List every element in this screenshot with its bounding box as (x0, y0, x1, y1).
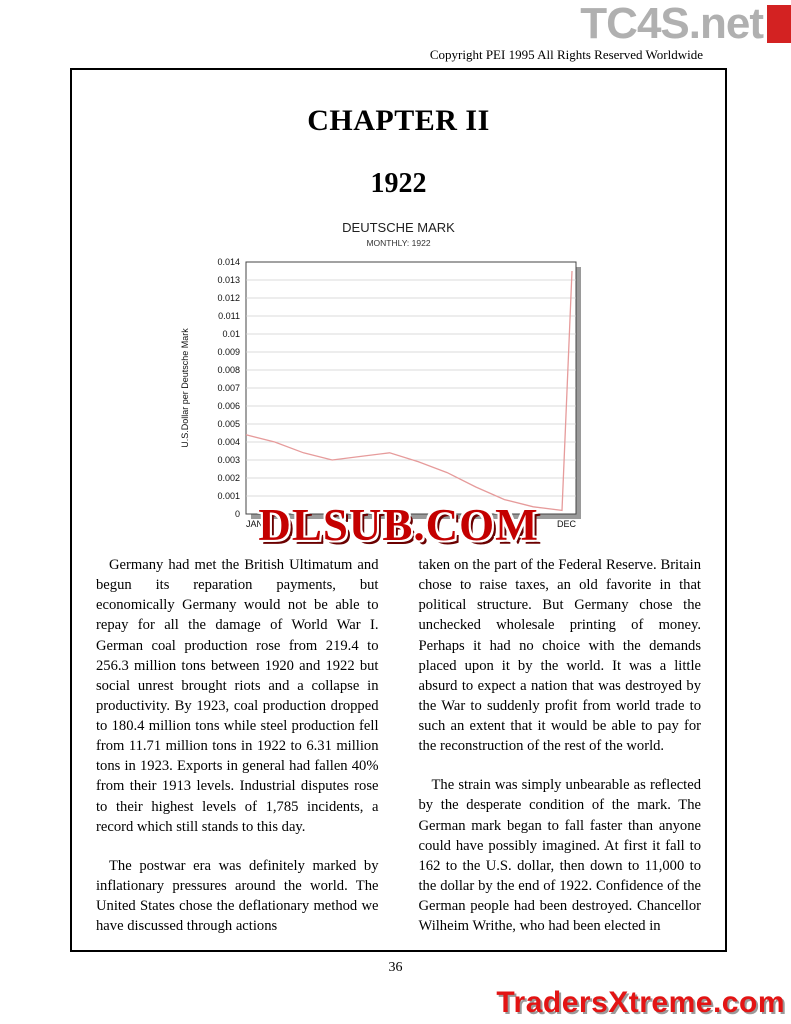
svg-text:0.004: 0.004 (216, 437, 240, 447)
svg-text:0.005: 0.005 (216, 419, 240, 429)
paragraph: The strain was simply unbearable as reflected by the desperate condition of the mark. The German mark began to fall faster than anyone could have possibly imagined. At first it fall to 162 to the U.S. dollar, then down to 11,000 to the dollar by the end of 1922. Confidence of the German people had been destroyed. Chancellor Wilheim Writhe, who had been elected in (418, 777, 701, 935)
svg-text:0.008: 0.008 (216, 365, 240, 375)
body-text (72, 555, 725, 936)
chart-subtitle: MONTHLY: 1922 (366, 238, 431, 248)
svg-text:0: 0 (234, 509, 240, 519)
page-number: 36 (388, 960, 403, 975)
tc4s-logo-red-block (767, 5, 791, 43)
svg-text:0.013: 0.013 (216, 275, 240, 285)
svg-text:0.001: 0.001 (216, 491, 240, 501)
dlsub-watermark: DLSUB.COM (258, 500, 539, 550)
svg-text:U.S.Dollar per Deutsche Mark: U.S.Dollar per Deutsche Mark (179, 328, 190, 448)
paragraph: Germany had met the British Ultimatum and begun its reparation payments, but economically Germany would not be able to repay for all the damage of World War I. German coal production rose from 219.4 to 256.3 million tons between 1920 and 1922 but social unrest brought riots and a collapse in productivity. By 1923, coal production dropped to 180.4 million tons while steel production fell from 11.71 million tons in 1922 to 6.31 million tons in 1923. Exports in general had fallen 40% from their 1913 levels. Industrial disputes rose to their highest levels of 1,785 incidents, a record which still stands to this day. (96, 557, 379, 835)
chapter-year: 1922 (370, 168, 427, 199)
svg-text:0.002: 0.002 (216, 473, 240, 483)
chapter-title: CHAPTER II (307, 104, 490, 137)
left-column (96, 555, 379, 936)
tc4s-watermark (580, 2, 791, 46)
svg-text:0.01: 0.01 (221, 329, 240, 339)
copyright-line: Copyright PEI 1995 All Rights Reserved Worldwide (429, 47, 703, 62)
paragraph: taken on the part of the Federal Reserve. Britain chose to raise taxes, an old favorite in that political structure. But Germany chose the unchecked wholesale printing of money. Perhaps it had no choice with the demands placed upon it by the world. It was a little absurd to expect a nation that was destroyed by the War to suddenly profit from world trade to such an extent that it would be able to pay for the reconstruction of the rest of the world. (418, 557, 701, 755)
content-box (70, 68, 727, 952)
chart-title: DEUTSCHE MARK (342, 220, 455, 235)
svg-text:0.011: 0.011 (217, 311, 240, 321)
deutsche-mark-chart (174, 220, 624, 550)
right-column (419, 555, 702, 936)
deutsche-mark-chart-svg (174, 252, 624, 537)
svg-text:0.012: 0.012 (216, 293, 240, 303)
svg-text:0.014: 0.014 (216, 257, 240, 267)
svg-text:DEC: DEC (556, 519, 576, 529)
tradersxtreme-watermark: TradersXtreme.com (496, 986, 785, 1019)
svg-text:0.006: 0.006 (216, 401, 240, 411)
svg-text:0.003: 0.003 (216, 455, 240, 465)
paragraph: The postwar era was definitely marked by inflationary pressures around the world. The United States chose the deflationary method we have discussed through actions (96, 857, 379, 935)
svg-text:0.009: 0.009 (216, 347, 240, 357)
tc4s-logo-text: TC4S.net (580, 0, 763, 48)
svg-text:0.007: 0.007 (216, 383, 240, 393)
svg-text:JAN: JAN (245, 519, 263, 529)
